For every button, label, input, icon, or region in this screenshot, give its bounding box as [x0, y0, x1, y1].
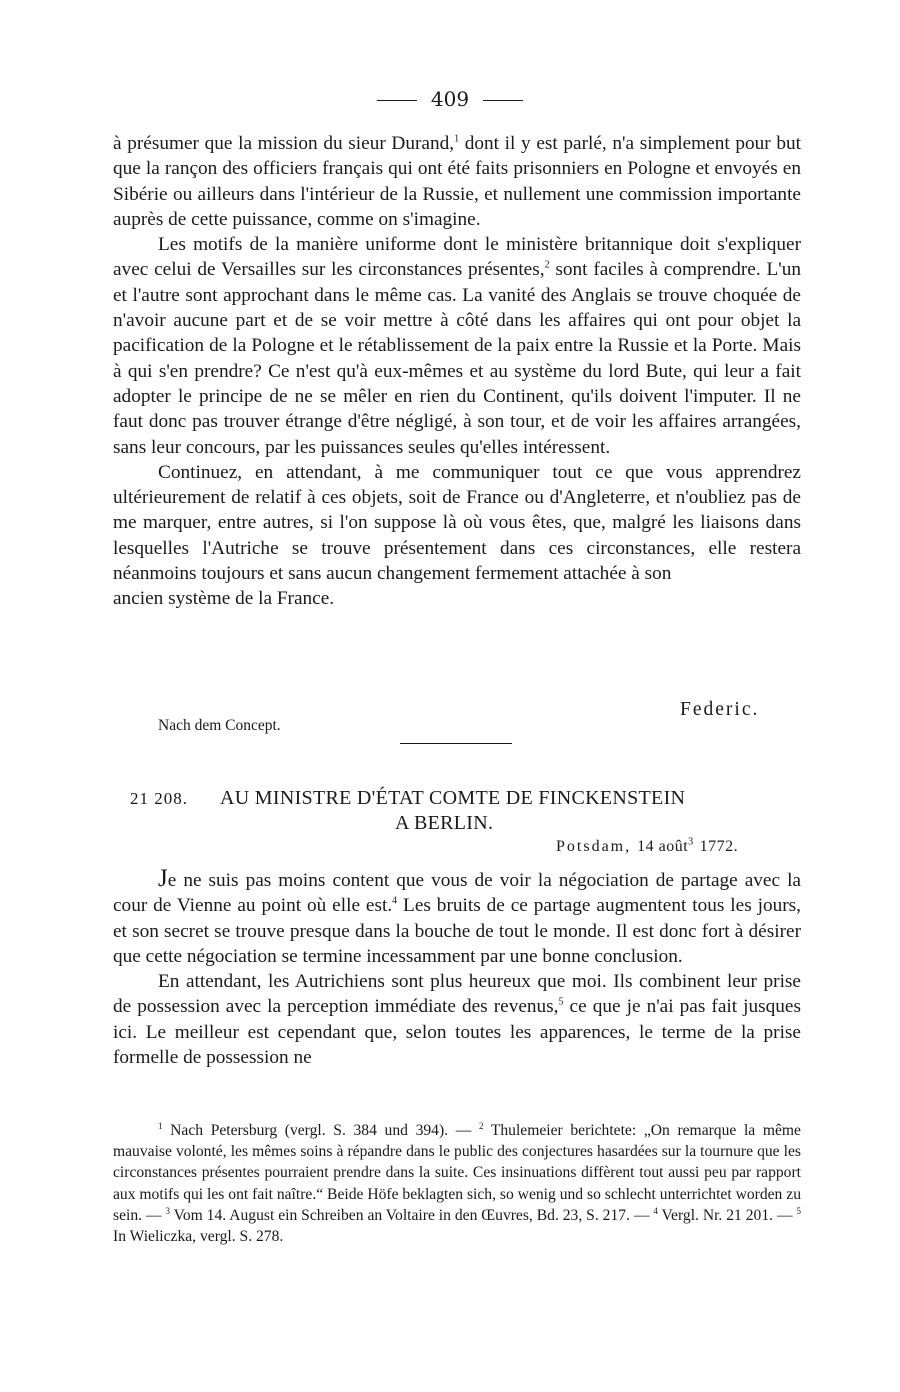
paragraph-text: ancien système de la France.: [113, 588, 335, 610]
letter-number: 21 208.: [130, 789, 188, 808]
dateline: [556, 838, 738, 856]
header-dash-right: [483, 100, 523, 101]
footnote-ref: 3: [688, 836, 696, 848]
footnote-mark: 3: [165, 1205, 170, 1216]
initial-letter: J: [158, 865, 168, 892]
paragraph-text: Continuez, en attendant, à me communiquer tout ce que vous apprendrez ultérieurement de relatif à ces objets, soit de France ou d'Angleterre, et n'oubliez pas de me marquer, entre autres, si l'on suppose là où vous êtes, que, malgré les liaisons dans lesquelles l'Autriche se trouve présentement dans ces circonstances, elle restera néanmoins toujours et sans aucun changement fermement attachée à son: [113, 461, 801, 585]
paragraph: [113, 969, 801, 1070]
paragraph: [113, 460, 801, 586]
footnote-mark: 5: [796, 1205, 801, 1216]
source-note: Nach dem Concept.: [158, 717, 281, 734]
header-dash-left: [377, 100, 417, 101]
paragraph: [113, 131, 801, 232]
paragraph-last-line: [113, 586, 801, 611]
paragraph-text: En attendant, les Autrichiens sont plus heureux que moi. Ils combinent leur prise de possession avec la perception immédiate des revenus,: [113, 971, 801, 1018]
letter-continuation: [113, 131, 801, 612]
paragraph: [113, 866, 801, 969]
date-place: Potsdam,: [556, 838, 632, 855]
paragraph-text: e ne suis pas moins content que vous de voir la négociation de partage avec la cour de Vienne au point où elle est.: [113, 870, 801, 917]
paragraph-text: sont faciles à comprendre. L'un et l'autre sont approchant dans le même cas. La vanité des Anglais se trouve choquée de n'avoir aucune part et de se voir mettre à côté dans les affaires qui ont pour objet la pacification de la Pologne et le rétablissement de la paix entre la Russie et la Porte. Mais à qui s'en prendre? Ce n'est qu'à eux-mêmes et au système du lord Bute, qui leur a fait adopter le principe de ne se mêler en rien du Continent, qu'ils doivent l'imputer. Il ne faut donc pas trouver étrange d'être négligé, à son tour, et de voir les affaires arrangées, sans leur concours, par les puissances seules qu'elles intéressent.: [113, 259, 802, 458]
paragraph-text: ce que je n'ai pas fait jusques ici. Le meilleur est cependant que, selon toutes les apparences, le terme de la prise formelle de possession ne: [113, 996, 801, 1069]
letter-title-line-1: AU MINISTRE D'ÉTAT COMTE DE FINCKENSTEIN: [220, 787, 686, 809]
footnote-text: In Wieliczka, vergl. S. 278.: [113, 1228, 284, 1246]
footnote-mark: 1: [158, 1120, 163, 1131]
footnote-ref: 5: [558, 997, 564, 1009]
page-number: 409: [430, 87, 470, 111]
signature: Federic.: [680, 699, 760, 720]
letter-title-line-2: A BERLIN.: [395, 812, 494, 834]
date-day: 14 août: [637, 838, 689, 855]
footnotes: [113, 1120, 801, 1247]
footnote-ref: 2: [544, 260, 550, 272]
paragraph: [113, 232, 801, 460]
footnote-mark: 2: [478, 1120, 484, 1131]
paragraph-text: à présumer que la mission du sieur Durand,: [113, 133, 455, 154]
footnote-text: Nach Petersburg (vergl. S. 384 und 394). —: [162, 1122, 479, 1139]
paragraph-text: dont il y est parlé, n'a simplement pour but que la rançon des officiers français qui ont été faits prisonniers en Pologne et envoyés en Sibérie ou ailleurs dans l'intérieur de la Russie, et nullement une commission importante auprès de cette puissance, comme on s'imagine.: [113, 133, 801, 230]
date-year: 1772.: [695, 838, 739, 855]
footnote-text: Vergl. Nr. 21 201. —: [657, 1206, 797, 1224]
footnote-text: Thulemeier berichtete: „On remarque la même mauvaise volonté, les mêmes soins à répandre dans le public des conjectures hasardées sur la tournure que les circonstances présentes pourraient prendre dans la suite. Ces insinuations diffèrent tout aussi peu par rapport aux motifs qui les ont fait naître.“ Beide Höfe beklagten sich, so wenig und so schlecht unterrichtet worden zu sein. —: [113, 1122, 801, 1224]
section-divider: [400, 743, 512, 744]
footnote-text: Vom 14. August ein Schreiben an Voltaire in den Œuvres, Bd. 23, S. 217. —: [169, 1206, 654, 1224]
footnote-mark: 4: [653, 1205, 658, 1216]
letter-body: [113, 866, 801, 1070]
page-header: [0, 84, 900, 114]
footnote-ref: 1: [454, 133, 460, 145]
footnote-ref: 4: [392, 895, 398, 907]
footnote-block: [113, 1120, 801, 1247]
paragraph-text: Les bruits de ce partage augmentent tous les jours, et son secret se trouve presque dans la bouche de tout le monde. Il est donc fort à désirer que cette négociation se termine incessamment par une bonne conclusion.: [113, 895, 801, 967]
paragraph-text: Les motifs de la manière uniforme dont le ministère britannique doit s'expliquer avec celui de Versailles sur les circonstances présentes,: [113, 234, 801, 281]
